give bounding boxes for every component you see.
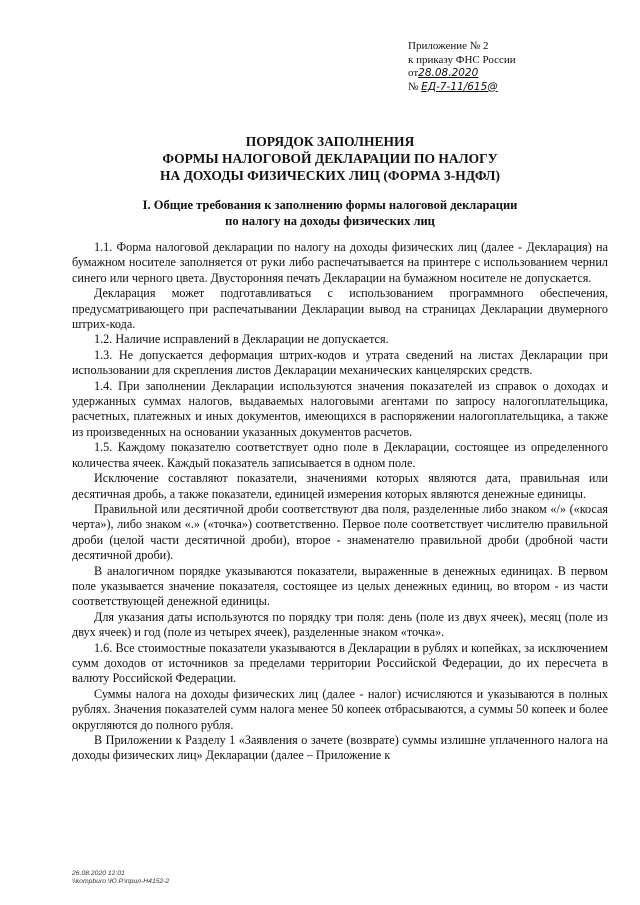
title-line-2: ФОРМЫ НАЛОГОВОЙ ДЕКЛАРАЦИИ ПО НАЛОГУ bbox=[162, 151, 498, 166]
paragraph: 1.5. Каждому показателю соответствует одно поле в Декларации, состоящее из определенного количества ячеек. Каждый показатель записывается в одном поле. bbox=[72, 440, 608, 470]
footer-timestamp: 26.08.2020 12:01 bbox=[72, 870, 125, 877]
paragraph: Исключение составляют показатели, значениями которых являются дата, правильная или десятичная дробь, а также показатели, единицей измерения которых являются денежные единицы. bbox=[72, 471, 608, 501]
section-heading-line-2: по налогу на доходы физических лиц bbox=[225, 214, 435, 228]
paragraph: 1.4. При заполнении Декларации используются значения показателей из справок о доходах и удержанных суммах налогов, выдаваемых налоговыми агентами по запросу налогоплательщика, расчетных, платежных и иных документов, имеющихся в распоряжении налогоплательщика, а также из произведенных на основании указанных документов расчетов. bbox=[72, 378, 608, 439]
paragraph: Правильной или десятичной дроби соответствуют два поля, разделенные либо знаком «/» («косая черта»), либо знаком «.» («точка») соответственно. Первое поле соответствует числителю правильной дроби (целой части десятичной дроби), второе - знаменателю правильной дроби (дробной части десятичной дроби). bbox=[72, 501, 608, 563]
appendix-block bbox=[408, 40, 608, 94]
paragraph: 1.6. Все стоимостные показатели указываются в Декларации в рублях и копейках, за исключением сумм доходов от источников за пределами территории Российской Федерации, до их пересчета в валюту Российской Федерации. bbox=[72, 640, 608, 686]
paragraph: 1.2. Наличие исправлений в Декларации не допускается. bbox=[94, 332, 389, 347]
appendix-title: Приложение № 2 bbox=[408, 40, 489, 52]
document-body bbox=[72, 240, 608, 764]
appendix-date-prefix: от bbox=[408, 67, 419, 79]
section-heading-line-1: I. Общие требования к заполнению формы налоговой декларации bbox=[142, 198, 518, 212]
paragraph: Для указания даты используются по порядку три поля: день (поле из двух ячеек), месяц (поле из двух ячеек) и год (поле из четырех ячеек), разделенные знаком «точка». bbox=[72, 609, 608, 640]
paragraph: 1.1. Форма налоговой декларации по налогу на доходы физических лиц (далее - Декларация) на бумажном носителе заполняется от руки либо распечатывается на принтере с использованием чернил синего или черного цвета. Двусторонняя печать Декларации на бумажном носителе не допускается. bbox=[72, 240, 608, 285]
appendix-number-line bbox=[408, 81, 608, 95]
paragraph: Суммы налога на доходы физических лиц (далее - налог) исчисляются и указываются в полных рублях. Значения показателей сумм налога менее 50 копеек отбрасываются, а суммы 50 копеек и более округляются до полного рубля. bbox=[72, 686, 608, 732]
paragraph: Декларация может подготавливаться с использованием программного обеспечения, предусматривающего при распечатывании Декларации вывод на страницах Декларации двумерного штрих-кода. bbox=[72, 286, 608, 332]
paragraph: В Приложении к Разделу 1 «Заявления о зачете (возврате) суммы излишне уплаченного налога на доходы физических лиц» Декларации (далее – Приложение к bbox=[72, 733, 608, 763]
appendix-number-prefix: № bbox=[408, 80, 419, 93]
paragraph: 1.3. Не допускается деформация штрих-кодов и утрата сведений на листах Декларации при использовании для скрепления листов Декларации механических канцелярских средств. bbox=[72, 347, 608, 378]
title-line-3: НА ДОХОДЫ ФИЗИЧЕСКИХ ЛИЦ (ФОРМА 3-НДФЛ) bbox=[159, 168, 500, 183]
title-line-1: ПОРЯДОК ЗАПОЛНЕНИЯ bbox=[245, 134, 415, 149]
appendix-number: ЕД-7-11/615@ bbox=[421, 80, 498, 93]
appendix-date: 28.08.2020 bbox=[418, 67, 479, 79]
footer-file-path: \\kompburo \Ю.Р.\прил-Н4152-2 bbox=[72, 878, 170, 885]
appendix-date-line bbox=[408, 67, 608, 81]
paragraph: В аналогичном порядке указываются показатели, выраженные в денежных единицах. В первом поле указывается значение показателя, состоящее из целых денежных единиц, во втором - из части соответствующей денежной единицы. bbox=[72, 563, 608, 609]
appendix-order-ref: к приказу ФНС России bbox=[408, 53, 516, 66]
document-title bbox=[120, 133, 540, 184]
section-heading bbox=[110, 197, 550, 229]
print-footer bbox=[72, 870, 169, 886]
